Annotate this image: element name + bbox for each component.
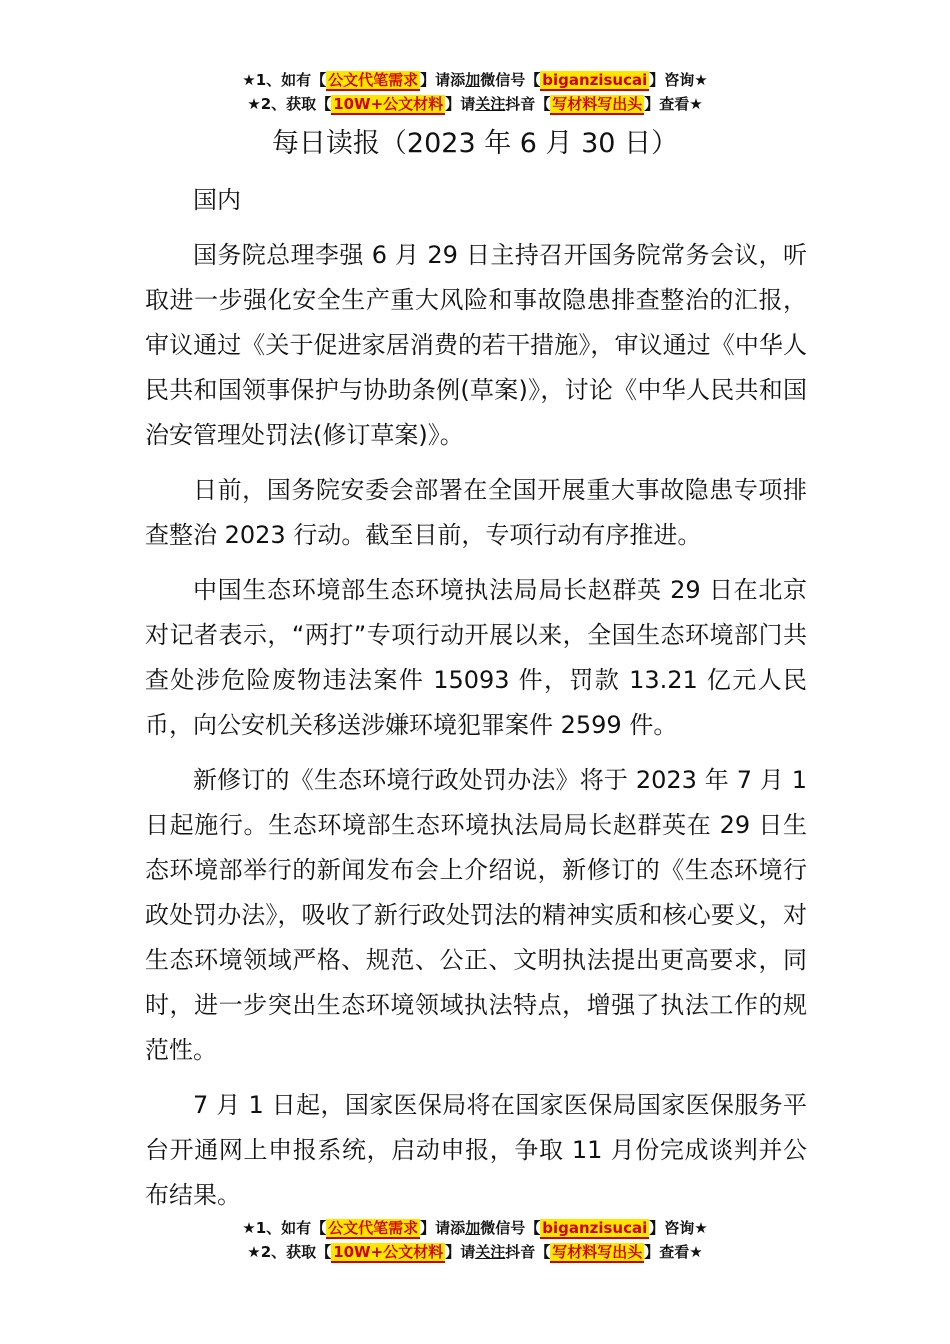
paragraph: 日前，国务院安委会部署在全国开展重大事故隐患专项排查整治 2023 行动。截至目前，专项行动有序推进。 [145,476,807,549]
banner-wechat-id: biganzisucai [542,71,648,89]
banner-line-2: ★2、获取【 10W+公文材料 】请关注抖音【 写材料写出头 】查看★ [247,95,703,113]
page-title: 每日读报（2023 年 6 月 30 日） [271,128,679,159]
article-body [145,178,807,1228]
banner-highlight: 公文代笔需求 [328,71,419,89]
paragraph: 国务院总理李强 6 月 29 日主持召开国务院常务会议，听取进一步强化安全生产重大风险和事故隐患排查整治的汇报，审议通过《关于促进家居消费的若干措施》，审议通过《中华人民共和国领事保护与协助条例(草案)》，讨论《中华人民共和国治安管理处罚法(修订草案)》。 [145,241,807,449]
banner-line-1: ★1、如有【 公文代笔需求 】请添加微信号【 biganzisucai 】咨询★ [242,1219,708,1237]
banner-highlight: 10W+公文材料 [333,95,444,113]
banner-line-2: ★2、获取【 10W+公文材料 】请关注抖音【 写材料写出头 】查看★ [247,1243,703,1261]
banner-highlight: 公文代笔需求 [328,1219,419,1237]
banner-douyin-id: 写材料写出头 [552,95,643,113]
section-heading: 国内 [193,186,241,214]
paragraph: 7 月 1 日起，国家医保局将在国家医保局国家医保服务平台开通网上申报系统，启动申报，争取 11 月份完成谈判并公布结果。 [145,1091,807,1209]
bottom-banner [0,1216,950,1264]
banner-highlight: 10W+公文材料 [333,1243,444,1261]
top-banner [0,68,950,116]
banner-douyin-id: 写材料写出头 [552,1243,643,1261]
paragraph: 新修订的《生态环境行政处罚办法》将于 2023 年 7 月 1 日起施行。生态环境部生态环境执法局局长赵群英在 29 日生态环境部举行的新闻发布会上介绍说，新修订的《生态环境行政处罚办法》，吸收了新行政处罚法的精神实质和核心要义，对生态环境领域严格、规范、公正、文明执法提出更高要求，同时，进一步突出生态环境领域执法特点，增强了执法工作的规范性。 [145,766,807,1064]
banner-wechat-id: biganzisucai [542,1219,648,1237]
paragraph: 中国生态环境部生态环境执法局局长赵群英 29 日在北京对记者表示，“两打”专项行动开展以来，全国生态环境部门共查处涉危险废物违法案件 15093 件，罚款 13.21 亿元人民币，向公安机关移送涉嫌环境犯罪案件 2599 件。 [145,576,807,739]
banner-line-1: ★1、如有【 公文代笔需求 】请添加微信号【 biganzisucai 】咨询★ [242,71,708,89]
